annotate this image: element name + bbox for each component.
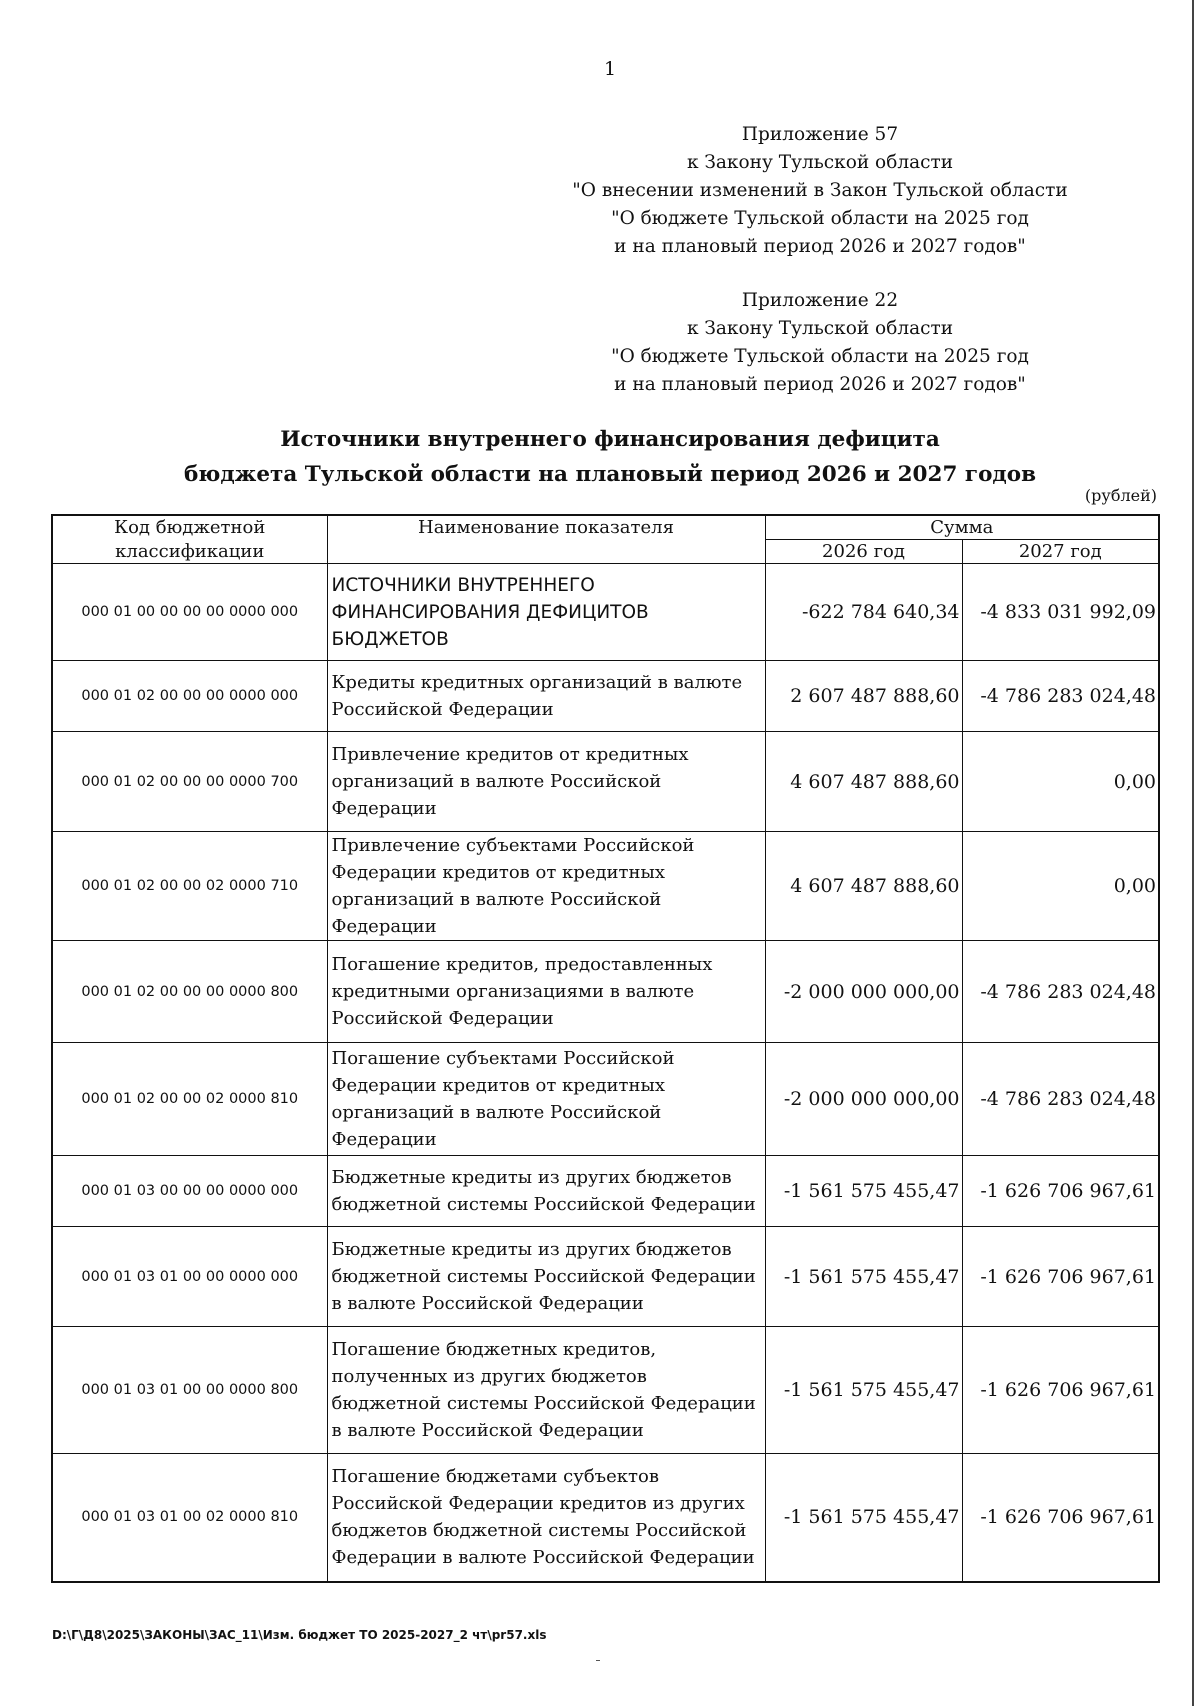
row-value-2027: -4 786 283 024,48 — [962, 941, 1159, 1043]
row-value-2027: -1 626 706 967,61 — [962, 1156, 1159, 1227]
appendix-57-block — [560, 121, 1080, 261]
row-name: Привлечение кредитов от кредитных организаций в валюте Российской Федерации — [327, 732, 765, 832]
table-row — [52, 832, 1159, 941]
table-row — [52, 1227, 1159, 1327]
header-name-spacer — [327, 540, 765, 564]
appendix-22-line: к Закону Тульской области — [686, 318, 954, 339]
header-year-2026: 2026 год — [765, 540, 962, 564]
row-code: 000 01 02 00 00 00 0000 700 — [52, 732, 327, 832]
row-value-2026: -1 561 575 455,47 — [765, 1227, 962, 1327]
header-code-bottom: классификации — [52, 540, 327, 564]
header-name: Наименование показателя — [327, 515, 765, 540]
row-value-2027: -1 626 706 967,61 — [962, 1227, 1159, 1327]
page-number: 1 — [603, 58, 617, 80]
table-row — [52, 1043, 1159, 1156]
row-name: Погашение субъектами Российской Федерации кредитов от кредитных организаций в валюте Российской Федерации — [327, 1043, 765, 1156]
row-name: Бюджетные кредиты из других бюджетов бюджетной системы Российской Федерации — [327, 1156, 765, 1227]
row-code: 000 01 03 01 00 02 0000 810 — [52, 1454, 327, 1582]
row-value-2026: -1 561 575 455,47 — [765, 1156, 962, 1227]
appendix-57-line: "О внесении изменений в Закон Тульской области — [572, 180, 1068, 201]
row-name: ИСТОЧНИКИ ВНУТРЕННЕГО ФИНАНСИРОВАНИЯ ДЕФИЦИТОВ БЮДЖЕТОВ — [327, 564, 765, 661]
table-row — [52, 661, 1159, 732]
scan-page-edge — [1192, 0, 1194, 1706]
document-title — [60, 422, 1160, 492]
unit-label: (рублей) — [1084, 486, 1157, 505]
row-name: Погашение бюджетами субъектов Российской Федерации кредитов из других бюджетов бюджетной системы Российской Федерации в валюте Российской Федерации — [327, 1454, 765, 1582]
row-value-2026: 4 607 487 888,60 — [765, 832, 962, 941]
header-sum: Сумма — [765, 515, 1159, 540]
row-value-2027: -4 786 283 024,48 — [962, 1043, 1159, 1156]
row-value-2026: 2 607 487 888,60 — [765, 661, 962, 732]
row-value-2027: -4 786 283 024,48 — [962, 661, 1159, 732]
appendix-22-block — [560, 287, 1080, 399]
table-row — [52, 732, 1159, 832]
row-code: 000 01 03 01 00 00 0000 000 — [52, 1227, 327, 1327]
row-name: Привлечение субъектами Российской Федерации кредитов от кредитных организаций в валюте Российской Федерации — [327, 832, 765, 941]
table-row — [52, 564, 1159, 661]
row-value-2026: 4 607 487 888,60 — [765, 732, 962, 832]
row-value-2027: -1 626 706 967,61 — [962, 1327, 1159, 1454]
row-name: Бюджетные кредиты из других бюджетов бюджетной системы Российской Федерации в валюте Российской Федерации — [327, 1227, 765, 1327]
row-value-2027: -1 626 706 967,61 — [962, 1454, 1159, 1582]
row-name: Погашение бюджетных кредитов, полученных из других бюджетов бюджетной системы Российской Федерации в валюте Российской Федерации — [327, 1327, 765, 1454]
footer-file-path: D:\Г\Д8\2025\ЗАКОНЫ\ЗАС_11\Изм. бюджет ТО 2025-2027_2 чт\pr57.xls — [52, 1628, 547, 1642]
title-line-2: бюджета Тульской области на плановый период 2026 и 2027 годов — [183, 462, 1037, 487]
row-code: 000 01 03 00 00 00 0000 000 — [52, 1156, 327, 1227]
row-code: 000 01 00 00 00 00 0000 000 — [52, 564, 327, 661]
budget-sources-table — [51, 514, 1160, 1583]
row-value-2027: 0,00 — [962, 732, 1159, 832]
appendix-57-line: Приложение 57 — [741, 124, 899, 145]
appendix-22-line: "О бюджете Тульской области на 2025 год — [611, 346, 1029, 367]
row-name: Кредиты кредитных организаций в валюте Российской Федерации — [327, 661, 765, 732]
table-row — [52, 1454, 1159, 1582]
appendix-22-line: Приложение 22 — [741, 290, 899, 311]
row-value-2026: -1 561 575 455,47 — [765, 1327, 962, 1454]
header-code-top: Код бюджетной — [52, 515, 327, 540]
row-value-2026: -2 000 000 000,00 — [765, 1043, 962, 1156]
appendix-57-line: и на плановый период 2026 и 2027 годов" — [614, 236, 1026, 257]
appendix-57-line: "О бюджете Тульской области на 2025 год — [611, 208, 1029, 229]
table-row — [52, 941, 1159, 1043]
row-code: 000 01 02 00 00 02 0000 710 — [52, 832, 327, 941]
row-value-2027: 0,00 — [962, 832, 1159, 941]
row-code: 000 01 02 00 00 00 0000 800 — [52, 941, 327, 1043]
header-year-2027: 2027 год — [962, 540, 1159, 564]
row-name: Погашение кредитов, предоставленных кредитными организациями в валюте Российской Федерации — [327, 941, 765, 1043]
row-value-2026: -2 000 000 000,00 — [765, 941, 962, 1043]
scan-mark — [596, 1660, 600, 1661]
row-code: 000 01 02 00 00 02 0000 810 — [52, 1043, 327, 1156]
appendix-57-line: к Закону Тульской области — [686, 152, 954, 173]
title-line-1: Источники внутреннего финансирования дефицита — [280, 427, 940, 452]
row-value-2026: -622 784 640,34 — [765, 564, 962, 661]
row-value-2026: -1 561 575 455,47 — [765, 1454, 962, 1582]
row-code: 000 01 02 00 00 00 0000 000 — [52, 661, 327, 732]
row-code: 000 01 03 01 00 00 0000 800 — [52, 1327, 327, 1454]
table-row — [52, 1327, 1159, 1454]
row-value-2027: -4 833 031 992,09 — [962, 564, 1159, 661]
appendix-22-line: и на плановый период 2026 и 2027 годов" — [614, 374, 1026, 395]
table-row — [52, 1156, 1159, 1227]
